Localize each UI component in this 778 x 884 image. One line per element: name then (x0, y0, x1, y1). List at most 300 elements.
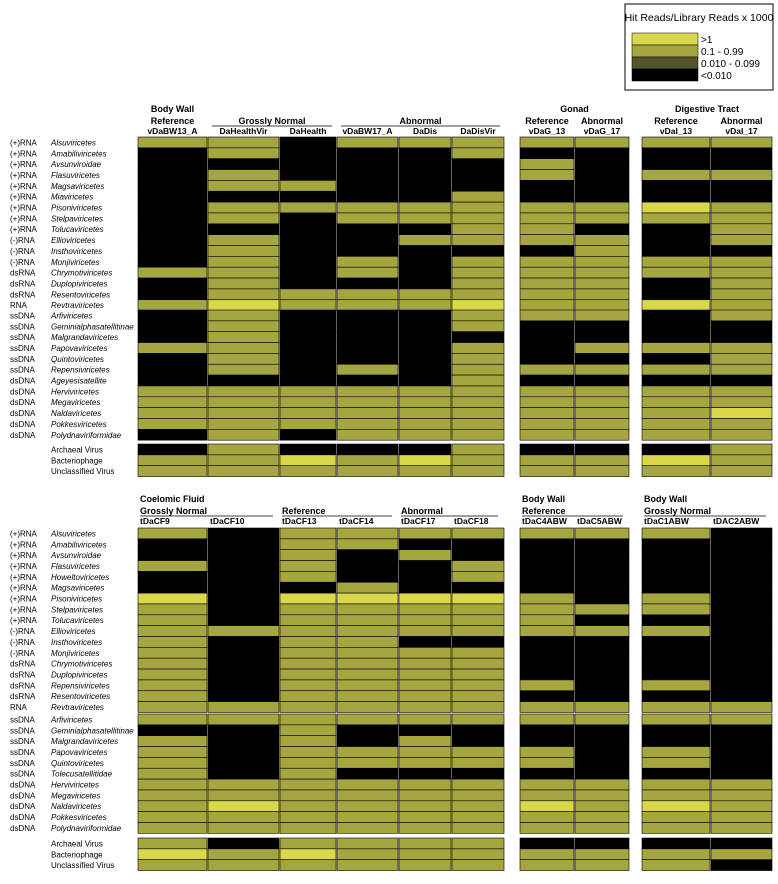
heatmap-cell (337, 757, 398, 768)
group-heading: Coelomic Fluid (140, 494, 205, 504)
heatmap-cell (452, 353, 504, 364)
heatmap-cell (711, 680, 772, 691)
row-taxon-label: Resentoviricetes (51, 692, 111, 702)
row-type-label: dsDNA (10, 791, 36, 801)
heatmap-cell (280, 669, 336, 680)
heatmap-cell (337, 823, 398, 834)
heatmap-cell (711, 180, 772, 191)
heatmap-cell (642, 528, 710, 539)
heatmap-cell (711, 768, 772, 779)
heatmap-cell (138, 593, 207, 604)
heatmap-cell (337, 593, 398, 604)
heatmap-cell (208, 768, 279, 779)
column-label: DaDis (412, 126, 438, 136)
heatmap-cell (208, 604, 279, 615)
heatmap-cell (138, 702, 207, 713)
heatmap-cell (280, 680, 336, 691)
row-taxon-label: Geminialphasatellitinae (51, 726, 134, 736)
heatmap-cell (642, 615, 710, 626)
heatmap-cell (138, 626, 207, 637)
heatmap-cell (138, 397, 207, 408)
row-taxon-label: Revtraviricetes (51, 703, 104, 712)
heatmap-cell (642, 256, 710, 267)
heatmap-cell (208, 397, 279, 408)
heatmap-cell (337, 137, 398, 148)
row-type-label: (-)RNA (10, 648, 35, 658)
heatmap-cell (399, 747, 451, 758)
heatmap-cell (280, 615, 336, 626)
heatmap-cell (138, 725, 207, 736)
heatmap-cell (280, 246, 336, 257)
column-label: tDaCF14 (339, 516, 374, 526)
heatmap-cell (399, 801, 451, 812)
column-label: tDaCF10 (210, 516, 245, 526)
heatmap-cell (711, 321, 772, 332)
row-taxon-label: Monjiviricetes (51, 648, 100, 658)
heatmap-cell (575, 669, 629, 680)
heatmap-cell (337, 267, 398, 278)
row-type-label: dsRNA (10, 692, 36, 702)
group-heading: Body Wall (644, 494, 688, 504)
heatmap-cell (642, 680, 710, 691)
heatmap-cell (280, 539, 336, 550)
heatmap-cell (337, 278, 398, 289)
heatmap-cell (208, 528, 279, 539)
heatmap-cell (520, 246, 574, 257)
row-taxon-label: Amabiliviricetes (51, 149, 107, 159)
heatmap-cell (337, 747, 398, 758)
legend-label: 0.010 - 0.099 (701, 59, 760, 70)
heatmap-cell (138, 246, 207, 257)
subgroup-label: Reference (150, 116, 195, 126)
heatmap-cell (575, 779, 629, 790)
heatmap-cell (642, 321, 710, 332)
heatmap-cell (138, 267, 207, 278)
heatmap-cell (399, 691, 451, 702)
heatmap-cell (452, 256, 504, 267)
heatmap-cell (452, 419, 504, 430)
heatmap-cell (138, 191, 207, 202)
heatmap-cell (280, 213, 336, 224)
heatmap-cell (642, 246, 710, 257)
heatmap-cell (520, 267, 574, 278)
heatmap-cell (575, 702, 629, 713)
heatmap-cell (520, 571, 574, 582)
heatmap-cell (642, 823, 710, 834)
heatmap-cell (520, 159, 574, 170)
heatmap-cell (138, 224, 207, 235)
heatmap-cell (280, 386, 336, 397)
heatmap-cell (452, 289, 504, 300)
heatmap-cell (642, 714, 710, 725)
heatmap-cell (399, 444, 451, 455)
heatmap-cell (711, 593, 772, 604)
heatmap-cell (452, 191, 504, 202)
heatmap-cell (452, 213, 504, 224)
heatmap-cell (520, 691, 574, 702)
row-taxon-label: Papovaviricetes (51, 747, 108, 757)
heatmap-cell (520, 812, 574, 823)
heatmap-cell (642, 669, 710, 680)
row-taxon-label: Insthoviricetes (51, 637, 103, 647)
heatmap-cell (280, 626, 336, 637)
heatmap-cell (711, 332, 772, 343)
heatmap-cell (642, 137, 710, 148)
heatmap-cell (280, 757, 336, 768)
row-type-label: (-)RNA (10, 246, 35, 256)
heatmap-cell (138, 375, 207, 386)
heatmap-cell (280, 170, 336, 181)
row-taxon-label: Bacteriophage (51, 456, 103, 466)
heatmap-cell (452, 725, 504, 736)
heatmap-cell (711, 364, 772, 375)
row-taxon-label: Megaviricetes (51, 398, 101, 408)
heatmap-cell (208, 429, 279, 440)
column-label: DaHealth (289, 126, 327, 136)
heatmap-cell (138, 159, 207, 170)
heatmap-cell (280, 812, 336, 823)
heatmap-cell (452, 571, 504, 582)
heatmap-cell (208, 159, 279, 170)
row-type-label: ssDNA (10, 365, 35, 375)
column-label: tDAC2ABW (713, 516, 760, 526)
heatmap-cell (642, 213, 710, 224)
heatmap-cell (280, 637, 336, 648)
heatmap-cell (520, 626, 574, 637)
heatmap-cell (642, 604, 710, 615)
heatmap-cell (520, 224, 574, 235)
heatmap-cell (575, 321, 629, 332)
heatmap-cell (520, 747, 574, 758)
row-taxon-label: Alsuviricetes (51, 529, 96, 539)
heatmap-cell (711, 310, 772, 321)
row-type-label: dsRNA (10, 659, 36, 669)
heatmap-cell (337, 768, 398, 779)
heatmap-cell (575, 593, 629, 604)
heatmap-cell (399, 550, 451, 561)
heatmap-cell (138, 256, 207, 267)
heatmap-cell (452, 300, 504, 311)
heatmap-cell (642, 466, 710, 477)
heatmap-cell (575, 790, 629, 801)
heatmap-cell (642, 397, 710, 408)
heatmap-cell (711, 408, 772, 419)
row-taxon-label: Stelpaviricetes (51, 214, 104, 224)
row-taxon-label: Flasuviricetes (51, 170, 100, 180)
heatmap-cell (280, 332, 336, 343)
heatmap-cell (642, 860, 710, 871)
heatmap-cell (520, 637, 574, 648)
row-type-label: (+)RNA (10, 594, 37, 604)
heatmap-cell (642, 779, 710, 790)
legend-swatch (632, 45, 698, 57)
row-type-label: (-)RNA (10, 236, 35, 246)
heatmap-cell (575, 615, 629, 626)
heatmap-cell (399, 364, 451, 375)
heatmap-cell (452, 680, 504, 691)
heatmap-cell (711, 343, 772, 354)
heatmap-cell (280, 159, 336, 170)
heatmap-cell (280, 137, 336, 148)
heatmap-cell (138, 757, 207, 768)
heatmap-cell (138, 561, 207, 572)
heatmap-cell (337, 626, 398, 637)
heatmap-cell (337, 582, 398, 593)
heatmap-cell (575, 466, 629, 477)
row-taxon-label: Tolucaviricetes (51, 225, 104, 235)
heatmap-cell (575, 180, 629, 191)
heatmap-cell (642, 343, 710, 354)
heatmap-cell (208, 702, 279, 713)
column-label: tDaCF13 (282, 516, 317, 526)
group-heading: Body Wall (522, 494, 566, 504)
row-taxon-label: Naldaviricetes (51, 802, 102, 812)
heatmap-cell (711, 812, 772, 823)
heatmap-cell (208, 561, 279, 572)
heatmap-cell (642, 289, 710, 300)
heatmap-cell (337, 691, 398, 702)
row-taxon-label: Unclassified Virus (51, 467, 115, 477)
heatmap-cell (575, 725, 629, 736)
heatmap-cell (575, 386, 629, 397)
heatmap-cell (452, 860, 504, 871)
heatmap-cell (280, 180, 336, 191)
heatmap-cell (575, 528, 629, 539)
heatmap-cell (138, 768, 207, 779)
row-taxon-label: Unclassified Virus (51, 861, 115, 871)
heatmap-cell (138, 419, 207, 430)
heatmap-cell (337, 647, 398, 658)
heatmap-cell (208, 812, 279, 823)
heatmap-cell (575, 267, 629, 278)
heatmap-cell (138, 823, 207, 834)
column-label: vDaI_13 (659, 126, 693, 136)
heatmap-cell (337, 170, 398, 181)
heatmap-cell (452, 849, 504, 860)
heatmap-cell (642, 332, 710, 343)
row-type-label: dsDNA (10, 430, 36, 440)
heatmap-cell (642, 408, 710, 419)
heatmap-cell (280, 582, 336, 593)
heatmap-cell (138, 310, 207, 321)
heatmap-cell (280, 278, 336, 289)
column-label: vDaG_17 (583, 126, 621, 136)
heatmap-cell (452, 747, 504, 758)
heatmap-cell (452, 561, 504, 572)
heatmap-cell (280, 801, 336, 812)
heatmap-cell (711, 779, 772, 790)
heatmap-cell (642, 191, 710, 202)
heatmap-cell (452, 202, 504, 213)
heatmap-cell (399, 159, 451, 170)
heatmap-cell (337, 860, 398, 871)
heatmap-cell (399, 419, 451, 430)
row-taxon-label: Pisoniviricetes (51, 203, 103, 213)
heatmap-cell (138, 736, 207, 747)
heatmap-cell (337, 812, 398, 823)
heatmap-cell (337, 702, 398, 713)
heatmap-cell (399, 528, 451, 539)
heatmap-cell (280, 747, 336, 758)
heatmap-cell (337, 353, 398, 364)
heatmap-cell (575, 300, 629, 311)
heatmap-cell (208, 647, 279, 658)
heatmap-cell (520, 256, 574, 267)
heatmap-cell (642, 224, 710, 235)
heatmap-cell (711, 235, 772, 246)
heatmap-cell (575, 860, 629, 871)
heatmap-cell (642, 386, 710, 397)
heatmap-cell (520, 669, 574, 680)
heatmap-cell (642, 561, 710, 572)
heatmap-cell (280, 702, 336, 713)
row-taxon-label: Pokkesviricetes (51, 813, 107, 823)
heatmap-cell (399, 170, 451, 181)
heatmap-cell (399, 332, 451, 343)
heatmap-cell (399, 343, 451, 354)
heatmap-cell (452, 235, 504, 246)
heatmap-cell (711, 278, 772, 289)
row-type-label: (+)RNA (10, 616, 37, 626)
heatmap-cell (280, 823, 336, 834)
heatmap-cell (575, 561, 629, 572)
heatmap-cell (337, 321, 398, 332)
heatmap-cell (575, 419, 629, 430)
heatmap-cell (520, 321, 574, 332)
column-label: DaDisVir (460, 126, 496, 136)
subgroup-label: Abnormal (401, 506, 444, 516)
heatmap-cell (280, 647, 336, 658)
heatmap-cell (711, 550, 772, 561)
heatmap-cell (575, 849, 629, 860)
heatmap-cell (337, 550, 398, 561)
heatmap-cell (642, 375, 710, 386)
heatmap-cell (452, 736, 504, 747)
row-taxon-label: Quintoviricetes (51, 758, 104, 768)
heatmap-cell (452, 604, 504, 615)
heatmap-cell (520, 593, 574, 604)
heatmap-cell (642, 736, 710, 747)
heatmap-cell (575, 637, 629, 648)
heatmap-cell (452, 159, 504, 170)
heatmap-cell (452, 790, 504, 801)
row-taxon-label: Pisoniviricetes (51, 594, 103, 604)
heatmap-cell (575, 159, 629, 170)
row-taxon-label: Quintoviricetes (51, 354, 104, 364)
subgroup-label: Grossly Normal (644, 506, 712, 516)
heatmap-cell (399, 213, 451, 224)
heatmap-cell (208, 148, 279, 159)
heatmap-cell (208, 823, 279, 834)
heatmap-cell (138, 180, 207, 191)
heatmap-cell (138, 604, 207, 615)
heatmap-cell (337, 375, 398, 386)
heatmap-cell (399, 137, 451, 148)
heatmap-cell (138, 812, 207, 823)
heatmap-cell (520, 148, 574, 159)
heatmap-cell (280, 300, 336, 311)
row-taxon-label: Ellioviricetes (51, 236, 96, 246)
heatmap-cell (337, 801, 398, 812)
heatmap-cell (642, 757, 710, 768)
heatmap-cell (575, 397, 629, 408)
subgroup-label: Reference (525, 116, 569, 126)
heatmap-cell (280, 768, 336, 779)
heatmap-cell (399, 429, 451, 440)
heatmap-cell (642, 267, 710, 278)
heatmap-cell (520, 768, 574, 779)
heatmap-cell (711, 375, 772, 386)
heatmap-cell (711, 669, 772, 680)
heatmap-cell (452, 343, 504, 354)
heatmap-cell (642, 300, 710, 311)
heatmap-cell (711, 419, 772, 430)
row-type-label: (+)RNA (10, 605, 37, 615)
group-heading: Gonad (560, 104, 589, 114)
heatmap-cell (138, 386, 207, 397)
heatmap-cell (575, 278, 629, 289)
heatmap-cell (642, 658, 710, 669)
heatmap-cell (642, 444, 710, 455)
heatmap-cell (399, 582, 451, 593)
row-type-label: ssDNA (10, 737, 35, 747)
heatmap-cell (337, 224, 398, 235)
heatmap-cell (399, 180, 451, 191)
heatmap-cell (280, 353, 336, 364)
heatmap-cell (280, 256, 336, 267)
row-type-label: (+)RNA (10, 583, 37, 593)
heatmap-cell (337, 637, 398, 648)
row-taxon-label: Polydnaviriformidae (51, 823, 122, 833)
heatmap-cell (208, 343, 279, 354)
heatmap-cell (575, 213, 629, 224)
heatmap-cell (711, 860, 772, 871)
heatmap-cell (138, 278, 207, 289)
heatmap-cell (337, 191, 398, 202)
heatmap-cell (208, 332, 279, 343)
heatmap-cell (138, 571, 207, 582)
row-type-label: dsDNA (10, 376, 36, 386)
heatmap-cell (711, 571, 772, 582)
heatmap-cell (337, 658, 398, 669)
heatmap-cell (337, 246, 398, 257)
row-type-label: (-)RNA (10, 627, 35, 637)
heatmap-cell (208, 375, 279, 386)
heatmap-cell (208, 353, 279, 364)
heatmap-cell (138, 202, 207, 213)
heatmap-cell (452, 246, 504, 257)
heatmap-cell (337, 680, 398, 691)
heatmap-cell (642, 725, 710, 736)
heatmap-cell (711, 604, 772, 615)
subgroup-label: Reference (654, 116, 698, 126)
heatmap-cell (642, 455, 710, 466)
column-label: tDaCF18 (454, 516, 489, 526)
row-type-label: (+)RNA (10, 551, 37, 561)
heatmap-cell (280, 736, 336, 747)
heatmap-cell (711, 823, 772, 834)
heatmap-cell (208, 849, 279, 860)
row-type-label: dsRNA (10, 290, 36, 300)
heatmap-cell (520, 289, 574, 300)
heatmap-cell (452, 455, 504, 466)
heatmap-cell (520, 550, 574, 561)
heatmap-cell (337, 444, 398, 455)
heatmap-cell (575, 256, 629, 267)
heatmap-cell (711, 757, 772, 768)
heatmap-cell (208, 691, 279, 702)
heatmap-cell (711, 353, 772, 364)
